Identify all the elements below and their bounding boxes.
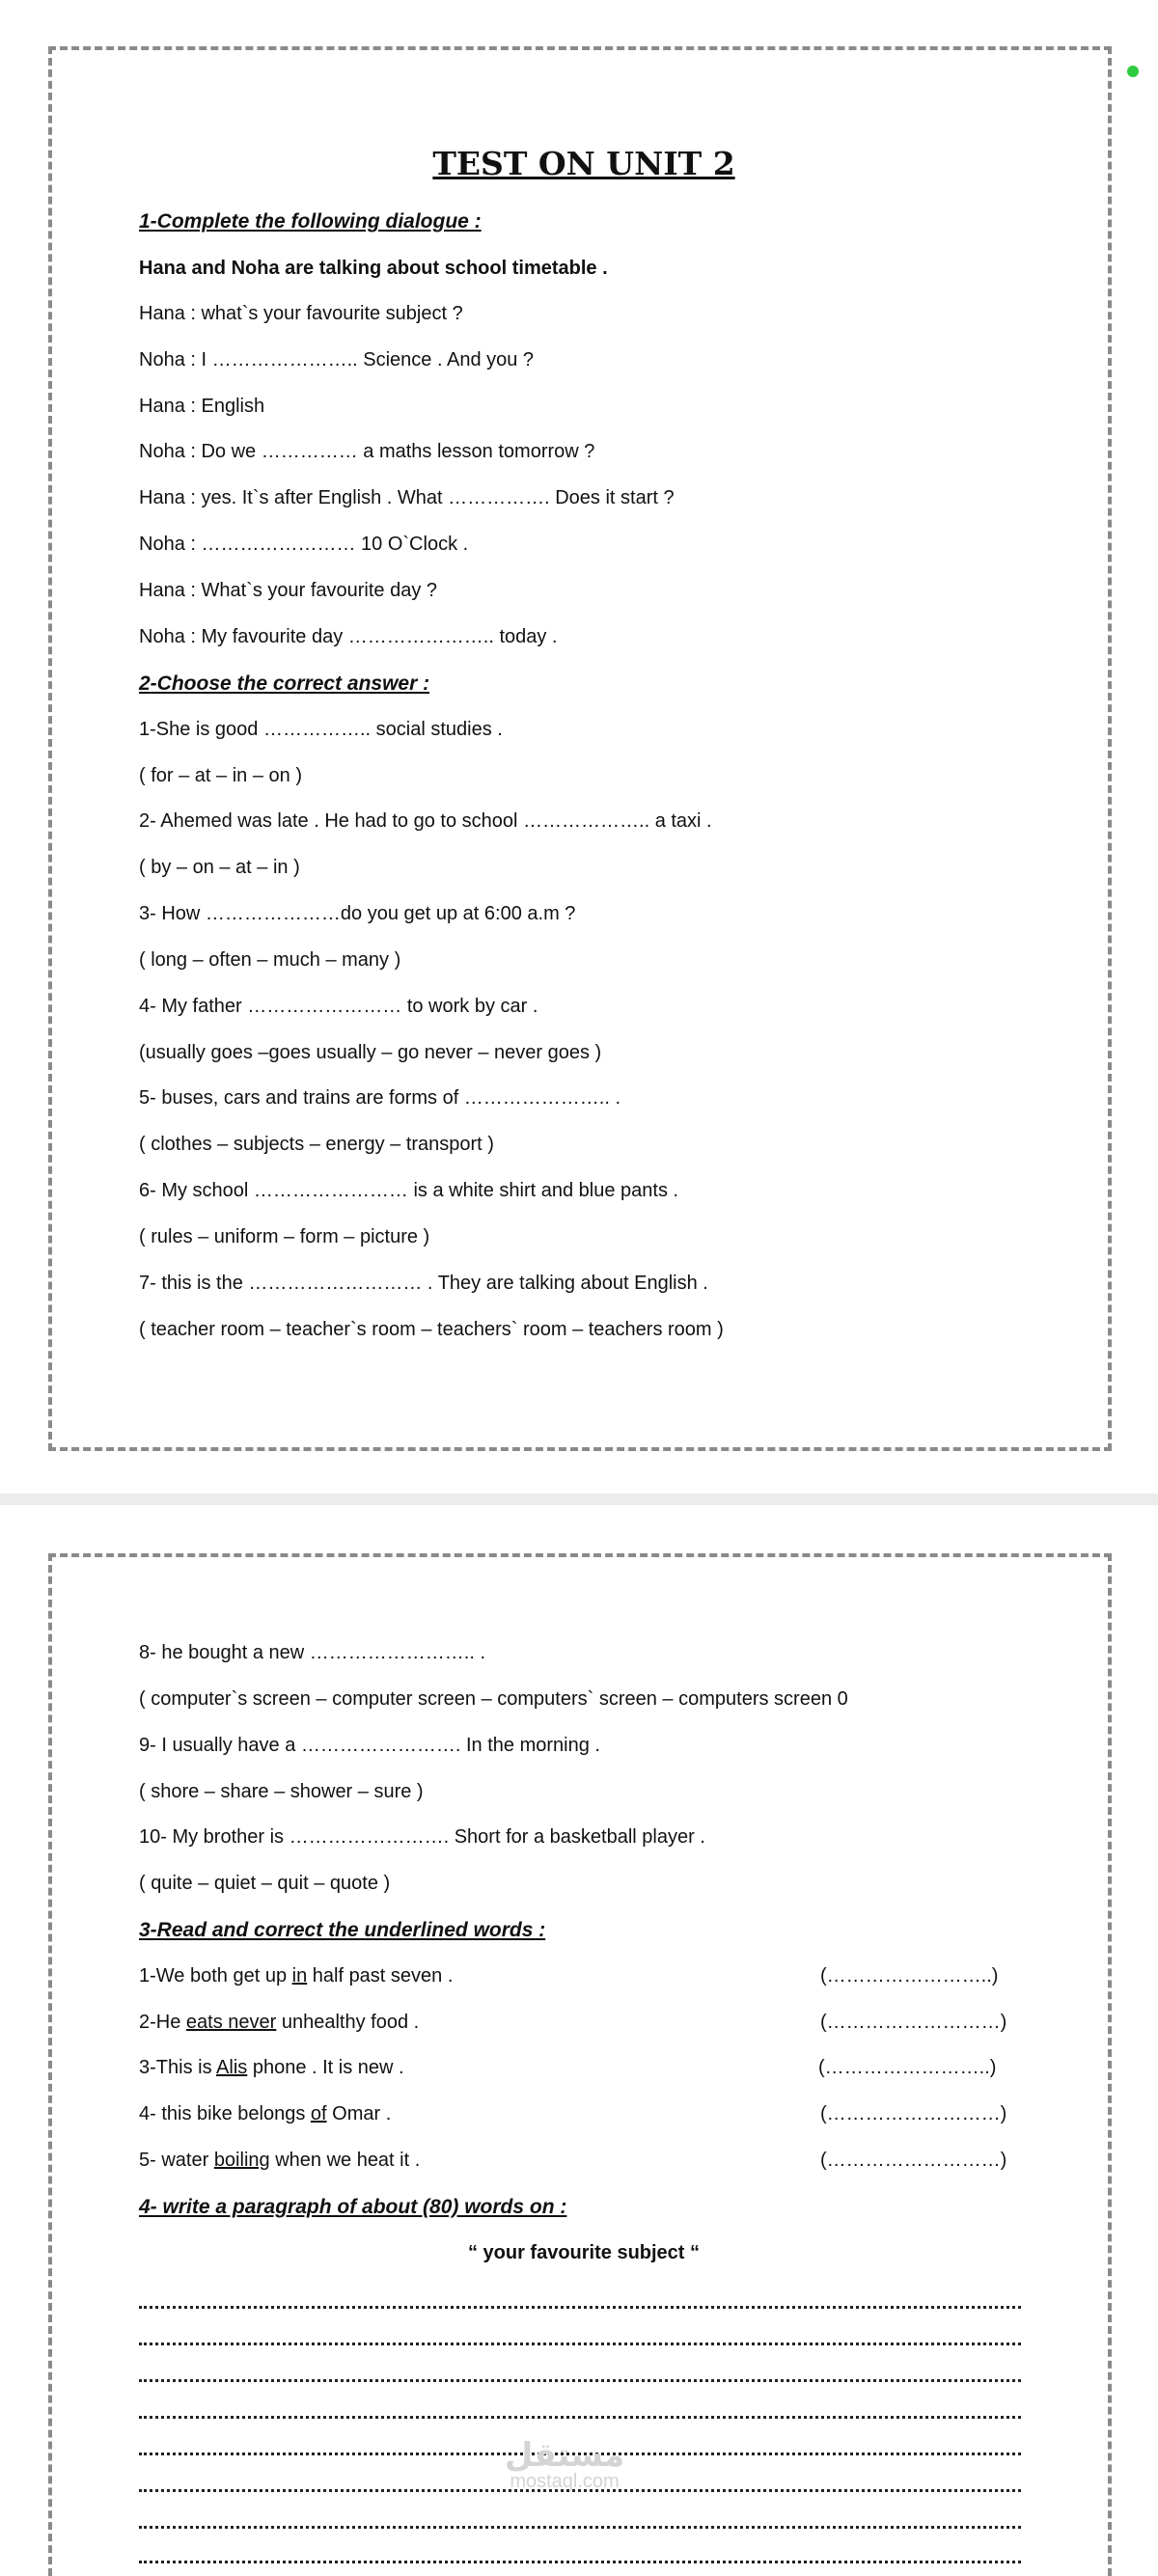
underlined-word: Alis <box>216 2057 248 2078</box>
options-line: ( rules – uniform – form – picture ) <box>139 1226 430 1247</box>
dialogue-line: Noha : My favourite day ………………….. today . <box>139 626 558 647</box>
watermark <box>454 2439 676 2491</box>
correction-answer-blank: (……………………..) <box>818 2057 997 2078</box>
correction-item <box>139 2150 420 2172</box>
question-line: 7- this is the ……………………… . They are talking about English . <box>139 1273 708 1294</box>
correction-text: phone . It is new . <box>247 2057 404 2078</box>
question-line: 4- My father …………………… to work by car . <box>139 996 538 1017</box>
correction-text: 1-We both get up <box>139 1965 292 1987</box>
correction-text: unhealthy food . <box>276 2012 420 2033</box>
dialogue-line: Hana : what`s your favourite subject ? <box>139 303 463 324</box>
options-line: ( by – on – at – in ) <box>139 857 300 878</box>
watermark-arabic: مستقل <box>504 2437 625 2474</box>
writing-line <box>139 2416 1021 2419</box>
correction-answer-blank: (………………………) <box>820 2150 1007 2171</box>
page-separator <box>0 1494 1158 1505</box>
dialogue-line: Hana : English <box>139 396 265 417</box>
section-1-intro: Hana and Noha are talking about school timetable . <box>139 258 608 279</box>
correction-text: 4- this bike belongs <box>139 2103 311 2124</box>
section-2-heading: 2-Choose the correct answer : <box>139 672 430 695</box>
options-line: ( for – at – in – on ) <box>139 765 302 786</box>
dialogue-line: Hana : yes. It`s after English . What ……………. Does it start ? <box>139 487 675 508</box>
correction-answer-blank: (………………………) <box>820 2103 1007 2124</box>
section-1-heading: 1-Complete the following dialogue : <box>139 210 482 233</box>
options-line: (usually goes –goes usually – go never – never goes ) <box>139 1042 602 1063</box>
options-line: ( teacher room – teacher`s room – teachers` room – teachers room ) <box>139 1319 724 1340</box>
dialogue-line: Noha : Do we …………… a maths lesson tomorrow ? <box>139 441 595 462</box>
dialogue-line: Noha : …………………… 10 O`Clock . <box>139 534 469 555</box>
question-line: 1-She is good …………….. social studies . <box>139 719 503 740</box>
question-line: 3- How …………………do you get up at 6:00 a.m ? <box>139 903 576 924</box>
options-line: ( quite – quiet – quit – quote ) <box>139 1873 391 1894</box>
question-line: 9- I usually have a ……………………. In the morning . <box>139 1735 600 1756</box>
question-line: 10- My brother is ……………………. Short for a basketball player . <box>139 1826 705 1848</box>
document-page-1 <box>48 46 1112 1451</box>
section-3-heading: 3-Read and correct the underlined words : <box>139 1919 546 1941</box>
correction-item <box>139 2103 391 2125</box>
correction-text: Omar . <box>326 2103 392 2124</box>
options-line: ( computer`s screen – computer screen – computers` screen – computers screen 0 <box>139 1688 848 1710</box>
correction-answer-blank: (………………………) <box>820 2012 1007 2033</box>
page-title: TEST ON UNIT 2 <box>432 145 735 182</box>
underlined-word: of <box>310 2103 327 2124</box>
writing-line <box>139 2306 1021 2309</box>
writing-line <box>139 2379 1021 2382</box>
section-4-heading: 4- write a paragraph of about (80) words on : <box>139 2196 567 2218</box>
underlined-word: boiling <box>213 2150 270 2171</box>
dialogue-line: Noha : I ………………….. Science . And you ? <box>139 349 535 370</box>
watermark-url: mostaql.com <box>510 2471 620 2492</box>
options-line: ( shore – share – shower – sure ) <box>139 1781 424 1802</box>
writing-line <box>139 2561 1021 2563</box>
privacy-indicator-dot <box>1127 66 1139 77</box>
correction-item <box>139 2012 419 2034</box>
correction-text: 2-He <box>139 2012 186 2033</box>
question-line: 2- Ahemed was late . He had to go to school ……………….. a taxi . <box>139 810 712 832</box>
question-line: 5- buses, cars and trains are forms of ………………….. . <box>139 1087 621 1109</box>
question-line: 6- My school …………………… is a white shirt and blue pants . <box>139 1180 679 1201</box>
correction-item <box>139 2057 404 2079</box>
options-line: ( clothes – subjects – energy – transport ) <box>139 1134 494 1155</box>
correction-text: when we heat it . <box>269 2150 421 2171</box>
document-page-2 <box>48 1553 1112 2576</box>
correction-item <box>139 1965 453 1987</box>
underlined-word: eats never <box>185 2012 277 2033</box>
paragraph-topic: “ your favourite subject “ <box>467 2242 701 2263</box>
options-line: ( long – often – much – many ) <box>139 949 401 971</box>
underlined-word: in <box>291 1965 308 1987</box>
writing-line <box>139 2526 1021 2529</box>
correction-text: half past seven . <box>307 1965 454 1987</box>
correction-answer-blank: (……………………..) <box>820 1965 999 1987</box>
dialogue-line: Hana : What`s your favourite day ? <box>139 580 438 601</box>
correction-text: 3-This is <box>139 2057 217 2078</box>
writing-line <box>139 2343 1021 2345</box>
correction-text: 5- water <box>139 2150 214 2171</box>
question-line: 8- he bought a new …………………….. . <box>139 1642 486 1663</box>
